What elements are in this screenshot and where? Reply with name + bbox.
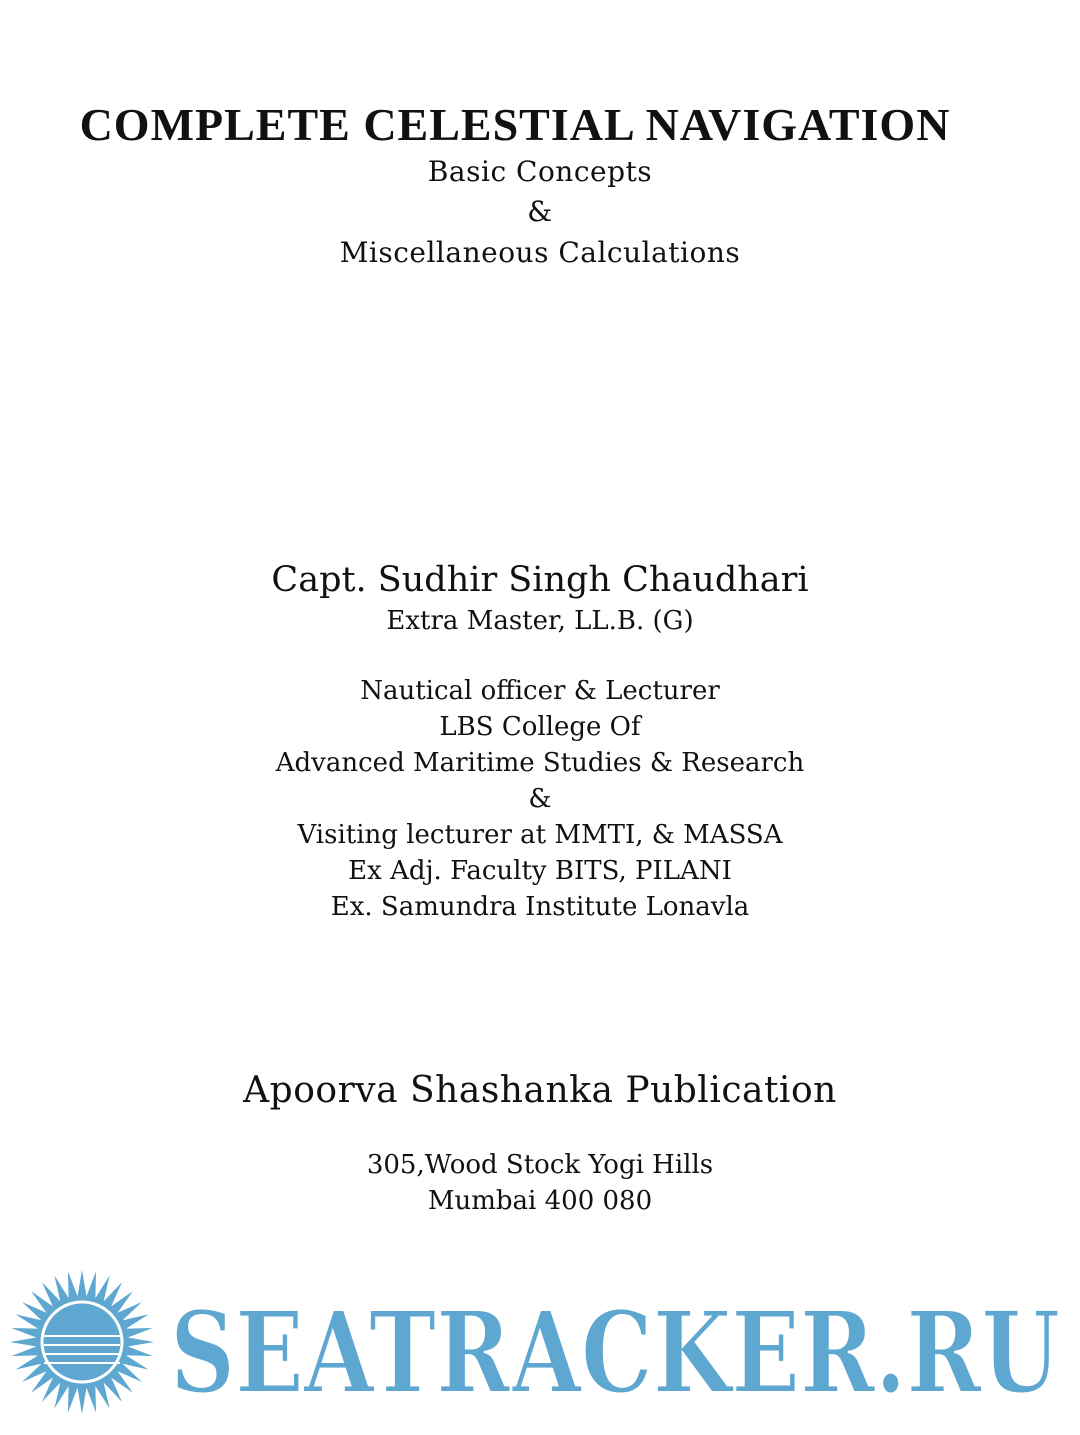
author-name: Capt. Sudhir Singh Chaudhari [271,560,809,600]
sun-logo-icon [10,1270,154,1414]
subtitle-ampersand: & [527,195,553,228]
subtitle-line-1: Basic Concepts [427,155,653,188]
subtitle-line-2: Miscellaneous Calculations [339,236,741,269]
book-title: COMPLETE CELESTIAL NAVIGATION [79,99,951,150]
position-line: & [528,784,552,814]
watermark-text: SEATRACKER.RU [170,1288,1060,1419]
watermark [0,1270,1080,1420]
publisher-address-line-1: 305,Wood Stock Yogi Hills [366,1150,714,1180]
sun-disc [42,1302,122,1382]
position-line: Advanced Maritime Studies & Research [275,748,805,778]
position-line: Nautical officer & Lecturer [360,676,720,706]
position-line: LBS College Of [439,712,641,742]
position-line: Visiting lecturer at MMTI, & MASSA [297,820,783,850]
publisher-name: Apoorva Shashanka Publication [243,1070,837,1111]
publisher-address-line-2: Mumbai 400 080 [427,1186,653,1216]
position-line: Ex. Samundra Institute Lonavla [330,892,750,922]
position-line: Ex Adj. Faculty BITS, PILANI [348,856,732,886]
author-qualification: Extra Master, LL.B. (G) [386,606,694,636]
